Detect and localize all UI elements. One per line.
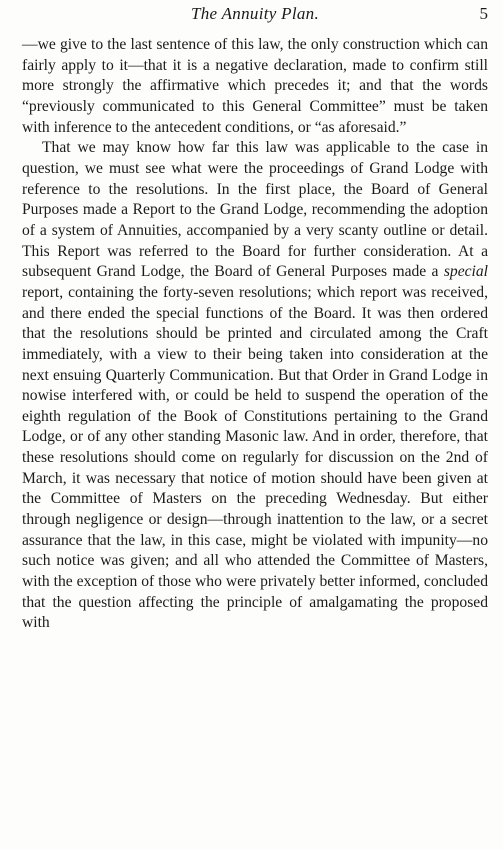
paragraph-text-before-emphasis: That we may know how far this law was applicable to the case in question, we must see what were the proceedings of Grand Lodge with reference to the resolutions. In the first place, the Board of General Purposes made a Report to the Grand Lodge, recommending the adoption of a system of Annuities, accompanied by a very scanty outline or detail. This Report was referred to the Board for further consideration. At a subsequent Grand Lodge, the Board of General Purposes made a (22, 139, 488, 281)
paragraph-continuation: —we give to the last sentence of this law, the only construction which can fairly apply to it—that it is a negative declaration, made to confirm still more strongly the affirmative which precedes it; and that the words “previously communicated to this General Committee” must be taken with inference to the antecedent conditions, or “as aforesaid.” (22, 36, 488, 136)
paragraph-text-after-emphasis: report, containing the forty-seven resolutions; which report was received, and there ended the special functions of the Board. It was then ordered that the resolutions should be printed and circulated among the Craft immediately, with a view to their being taken into consideration at the next ensuing Quarterly Communication. But that Order in Grand Lodge in nowise interfered with, or could be held to suspend the operation of the eighth regulation of the Book of Constitutions pertaining to the Grand Lodge, or of any other standing Masonic law. And in order, therefore, that these resolutions should come on regularly for discussion on the 2nd of March, it was necessary that notice of motion should have been given at the Committee of Masters on the preceding Wednesday. But either through negligence or design—through inattention to the law, or a secret assurance that the law, in this case, might be violated with impunity—no such notice was given; and all who attended the Committee of Masters, with the exception of those who were privately better informed, concluded that the question affecting the principle of amalgamating the proposed with (22, 283, 488, 632)
running-head (22, 4, 488, 26)
emphasized-word: special (443, 263, 488, 281)
body-text (22, 35, 488, 634)
page-number: 5 (479, 4, 488, 23)
paragraph-proceedings (22, 138, 488, 634)
running-title: The Annuity Plan. (190, 4, 320, 23)
